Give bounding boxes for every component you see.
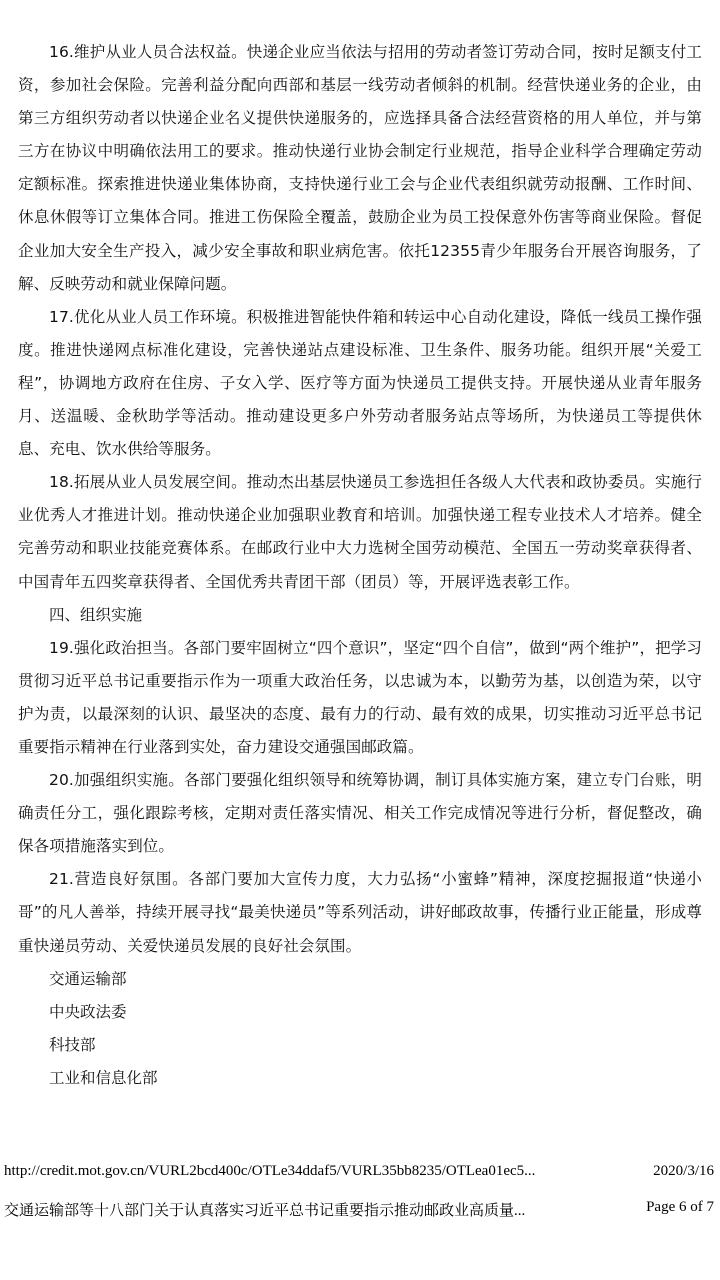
paragraph-20: 20.加强组织实施。各部门要强化组织领导和统筹协调，制订具体实施方案，建立专门台账，明确责任分工，强化跟踪考核，定期对责任落实情况、相关工作完成情况等进行分析，督促整改，确保各项措施落实到位。 <box>18 771 702 856</box>
section-heading: 四、组织实施 <box>49 605 143 624</box>
agency-name: 交通运输部 <box>49 969 127 988</box>
print-footer-url-row <box>4 1163 714 1180</box>
agency-name: 工业和信息化部 <box>49 1068 158 1087</box>
paragraph-18: 18.拓展从业人员发展空间。推动杰出基层快递员工参选担任各级人大代表和政协委员。实施行业优秀人才推进计划。推动快递企业加强职业教育和培训。加强快递工程专业技术人才培养。健全完善劳动和职业技能竞赛体系。在邮政行业中大力选树全国劳动模范、全国五一劳动奖章获得者、中国青年五四奖章获得者、全国优秀共青团干部（团员）等，开展评选表彰工作。 <box>18 473 702 591</box>
footer-date: 2020/3/16 <box>653 1163 714 1179</box>
paragraph-17: 17.优化从业人员工作环境。积极推进智能快件箱和转运中心自动化建设，降低一线员工操作强度。推进快递网点标准化建设，完善快递站点建设标准、卫生条件、服务功能。组织开展“关爱工程”，协调地方政府在住房、子女入学、医疗等方面为快递员工提供支持。开展快递从业青年服务月、送温暖、金秋助学等活动。推动建设更多户外劳动者服务站点等场所，为快递员工等提供休息、充电、饮水供给等服务。 <box>18 307 702 459</box>
paragraph-16: 16.维护从业人员合法权益。快递企业应当依法与招用的劳动者签订劳动合同，按时足额支付工资，参加社会保险。完善利益分配向西部和基层一线劳动者倾斜的机制。经营快递业务的企业，由第三方组织劳动者以快递企业名义提供快递服务的，应选择具备合法经营资格的用人单位，并与第三方在协议中明确依法用工的要求。推动快递行业协会制定行业规范，指导企业科学合理确定劳动定额标准。探索推进快递业集体协商，支持快递行业工会与企业代表组织就劳动报酬、工作时间、休息休假等订立集体合同。推进工伤保险全覆盖，鼓励企业为员工投保意外伤害等商业保险。督促企业加大安全生产投入，减少安全事故和职业病危害。依托12355青少年服务台开展咨询服务，了解、反映劳动和就业保障问题。 <box>18 43 702 293</box>
footer-title: 交通运输部等十八部门关于认真落实习近平总书记重要指示推动邮政业高质量... <box>4 1203 526 1219</box>
agency-name: 中央政法委 <box>49 1002 127 1021</box>
footer-page-number: Page 6 of 7 <box>646 1199 714 1215</box>
paragraph-21: 21.营造良好氛围。各部门要加大宣传力度，大力弘扬“小蜜蜂”精神，深度挖掘报道“快递小哥”的凡人善举，持续开展寻找“最美快递员”等系列活动，讲好邮政故事，传播行业正能量，形成尊重快递员劳动、关爱快递员发展的良好社会氛围。 <box>18 870 702 955</box>
print-footer-title-row <box>4 1199 714 1220</box>
footer-url[interactable]: http://credit.mot.gov.cn/VURL2bcd400c/OTLe34ddaf5/VURL35bb8235/OTLea01ec5... <box>4 1163 536 1179</box>
document-body <box>18 36 702 1095</box>
agency-name: 科技部 <box>49 1035 96 1054</box>
paragraph-19: 19.强化政治担当。各部门要牢固树立“四个意识”，坚定“四个自信”，做到“两个维护”，把学习贯彻习近平总书记重要指示作为一项重大政治任务，以忠诚为本，以勤劳为基，以创造为荣，以守护为责，以最深刻的认识、最坚决的态度、最有力的行动、最有效的成果，切实推动习近平总书记重要指示精神在行业落到实处，奋力建设交通强国邮政篇。 <box>18 638 702 756</box>
